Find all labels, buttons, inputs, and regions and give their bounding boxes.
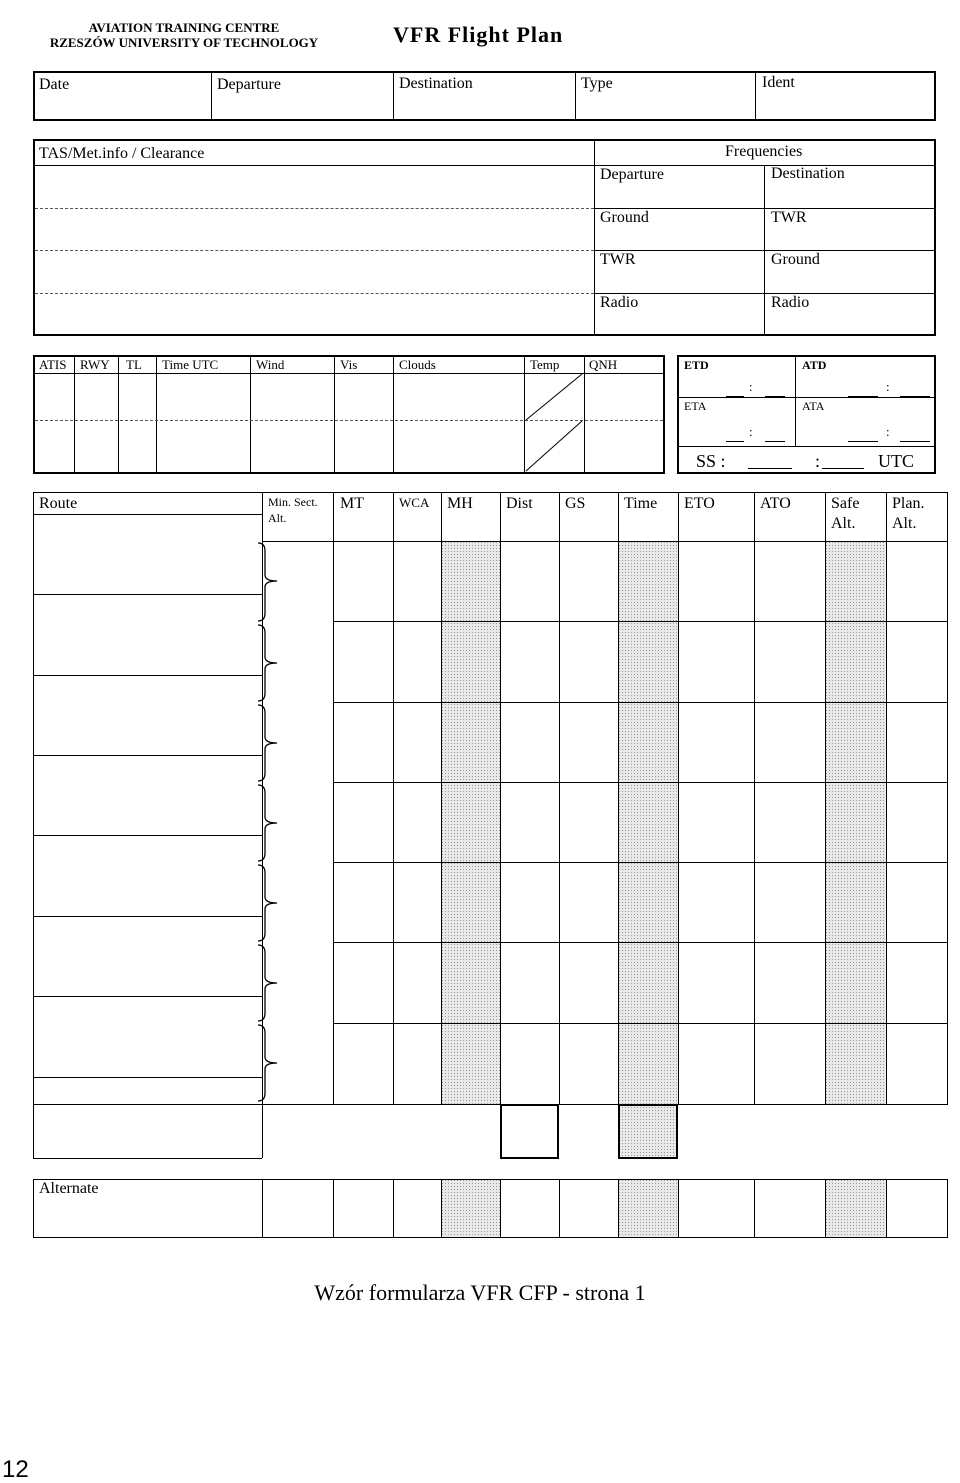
destination-field[interactable]: Destination — [399, 75, 473, 92]
temp-field[interactable]: Temp — [530, 357, 560, 372]
divider — [393, 71, 394, 121]
sunset-colon: : — [815, 451, 821, 471]
eto-header: ETO — [684, 495, 715, 512]
safe-alt-shaded-column — [825, 541, 886, 1104]
row-line — [33, 755, 262, 756]
page-title: VFR Flight Plan — [393, 22, 564, 47]
ata-field[interactable]: ATA — [802, 399, 825, 413]
date-field[interactable]: Date — [39, 76, 70, 93]
leg-brackets — [252, 541, 284, 1104]
divider — [618, 492, 619, 1104]
freq-dep-twr[interactable]: TWR — [600, 251, 636, 268]
route-header-border — [33, 514, 262, 515]
divider — [825, 1179, 826, 1238]
row-line — [33, 1077, 262, 1078]
divider — [594, 250, 936, 251]
freq-dep-radio[interactable]: Radio — [600, 294, 639, 311]
row-line — [33, 675, 262, 676]
row-line — [33, 916, 262, 917]
row-line — [333, 782, 948, 783]
freq-dest-twr[interactable]: TWR — [771, 209, 807, 226]
nav-log-right-border — [947, 492, 948, 1104]
min-sect-header: Min. Sect. — [268, 495, 318, 509]
divider — [211, 71, 212, 121]
alternate-label[interactable]: Alternate — [39, 1180, 99, 1197]
vis-field[interactable]: Vis — [340, 357, 358, 372]
frequencies-label: Frequencies — [725, 143, 803, 160]
divider — [500, 1179, 501, 1238]
divider — [618, 1179, 619, 1238]
eta-colon: : — [749, 424, 753, 439]
route-bottom-border — [33, 1158, 262, 1159]
clouds-field[interactable]: Clouds — [399, 357, 436, 372]
time-utc-field[interactable]: Time UTC — [162, 357, 219, 372]
divider — [754, 492, 755, 1104]
writing-line — [35, 250, 594, 251]
mh-header: MH — [447, 495, 473, 512]
blank — [822, 468, 864, 469]
divider — [333, 492, 334, 1104]
row-line — [333, 621, 948, 622]
divider — [886, 1179, 887, 1238]
row-line — [333, 1023, 948, 1024]
tl-field[interactable]: TL — [126, 357, 142, 372]
temp-diagonal-lines — [524, 373, 584, 474]
plan-alt-header-2: Alt. — [892, 515, 917, 532]
departure-field[interactable]: Departure — [217, 76, 281, 93]
freq-dest-radio[interactable]: Radio — [771, 294, 810, 311]
divider — [74, 355, 75, 474]
route-header: Route — [39, 495, 78, 512]
divider — [559, 492, 560, 1104]
wca-header: WCA — [399, 495, 430, 510]
freq-dep-ground[interactable]: Ground — [600, 209, 649, 226]
row-line — [33, 996, 262, 997]
blank — [726, 396, 744, 397]
divider — [678, 1179, 679, 1238]
dist-total-box[interactable] — [500, 1104, 559, 1159]
row-line — [33, 594, 262, 595]
header-bottom-border — [262, 541, 948, 542]
ata-colon: : — [886, 424, 890, 439]
etd-colon: : — [749, 379, 753, 394]
divider — [500, 492, 501, 1104]
blank — [726, 441, 744, 442]
time-total-box[interactable] — [618, 1104, 678, 1159]
utc-label: UTC — [878, 451, 914, 471]
divider — [594, 293, 936, 294]
divider — [678, 492, 679, 1104]
blank — [765, 441, 785, 442]
divider — [393, 355, 394, 474]
blank — [900, 396, 930, 397]
divider — [333, 1179, 334, 1238]
freq-departure-header: Departure — [600, 166, 664, 183]
time-header: Time — [624, 495, 658, 512]
divider — [575, 71, 576, 121]
mt-header: MT — [340, 495, 364, 512]
row-line — [33, 835, 262, 836]
gs-header: GS — [565, 495, 586, 512]
nav-log-bottom-border — [33, 1104, 948, 1105]
divider — [677, 446, 936, 447]
divider — [118, 355, 119, 474]
writing-line — [35, 208, 594, 209]
atd-colon: : — [886, 379, 890, 394]
divider — [393, 492, 394, 1104]
rwy-field[interactable]: RWY — [80, 357, 110, 372]
type-field[interactable]: Type — [581, 75, 613, 92]
divider — [559, 1179, 560, 1238]
flight-info-box — [33, 71, 936, 121]
page-caption: Wzór formularza VFR CFP - strona 1 — [314, 1280, 646, 1305]
clearance-label[interactable]: TAS/Met.info / Clearance — [39, 145, 205, 162]
plan-alt-header: Plan. — [892, 495, 925, 512]
writing-line — [35, 293, 594, 294]
atis-field[interactable]: ATIS — [39, 357, 67, 372]
freq-dest-ground[interactable]: Ground — [771, 251, 820, 268]
divider — [584, 355, 585, 474]
ident-field[interactable]: Ident — [762, 74, 795, 91]
org-line-1: AVIATION TRAINING CENTRE — [88, 20, 280, 35]
divider — [250, 355, 251, 474]
divider — [393, 1179, 394, 1238]
dist-header: Dist — [506, 495, 533, 512]
blank — [848, 441, 878, 442]
row-line — [333, 702, 948, 703]
divider — [334, 355, 335, 474]
divider — [156, 355, 157, 474]
divider — [262, 1179, 263, 1238]
divider — [886, 492, 887, 1104]
divider — [441, 492, 442, 1104]
qnh-field[interactable]: QNH — [589, 357, 618, 372]
time-shaded-column — [618, 541, 678, 1104]
organization-name — [48, 20, 320, 50]
page-number: 12 — [2, 1456, 29, 1483]
row-line — [333, 862, 948, 863]
divider — [755, 71, 756, 121]
etd-field[interactable]: ETD — [684, 358, 709, 372]
nav-log-left-border — [33, 492, 34, 1158]
ato-header: ATO — [760, 495, 791, 512]
wind-field[interactable]: Wind — [256, 357, 285, 372]
nav-log-top-border — [33, 492, 948, 493]
eta-field[interactable]: ETA — [684, 399, 707, 413]
row-line — [333, 942, 948, 943]
divider — [825, 492, 826, 1104]
alternate-row — [33, 1179, 948, 1238]
blank — [848, 396, 878, 397]
sunset-label[interactable]: SS : — [696, 451, 726, 471]
safe-alt-header: Safe — [831, 495, 860, 512]
divider — [594, 139, 595, 336]
divider — [677, 397, 936, 398]
mh-shaded-column — [441, 541, 500, 1104]
divider — [795, 355, 796, 446]
blank — [900, 441, 930, 442]
divider — [441, 1179, 442, 1238]
org-line-2: RZESZÓW UNIVERSITY OF TECHNOLOGY — [49, 35, 319, 50]
divider — [754, 1179, 755, 1238]
safe-alt-header-2: Alt. — [831, 515, 856, 532]
blank — [748, 468, 792, 469]
freq-destination-header: Destination — [771, 165, 845, 182]
min-sect-alt-header: Alt. — [268, 511, 287, 525]
blank — [765, 396, 785, 397]
atd-field[interactable]: ATD — [802, 358, 827, 372]
